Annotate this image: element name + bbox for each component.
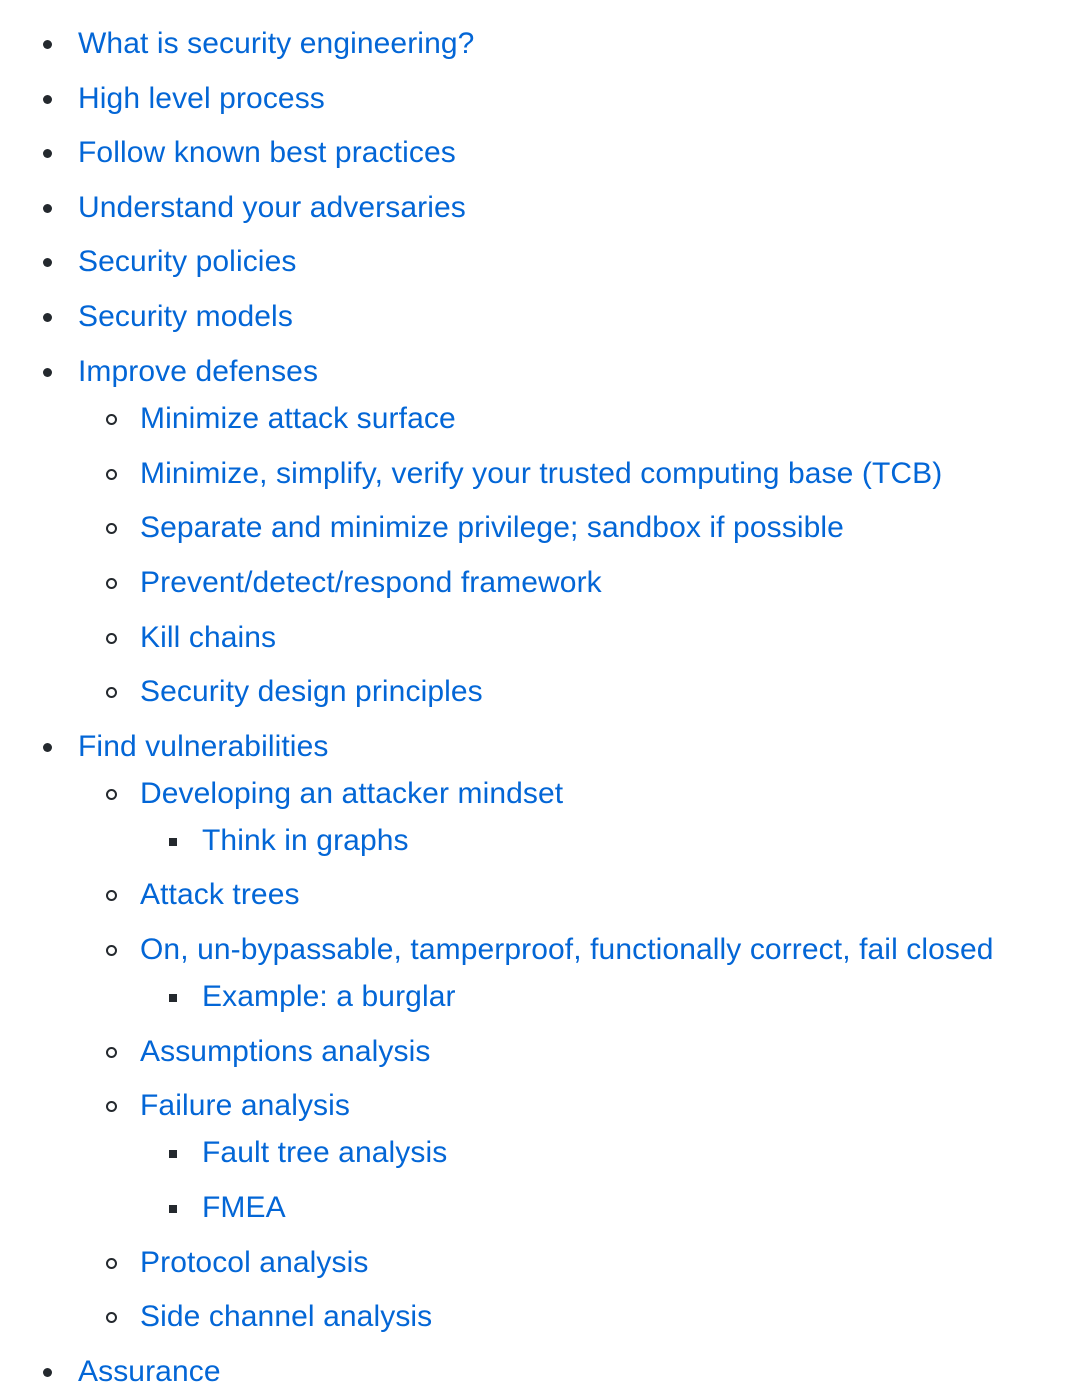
toc-link[interactable]: Assurance [78,1355,221,1388]
circle-bullet-icon [106,1047,117,1058]
toc-link[interactable]: Attack trees [140,878,300,911]
square-bullet-icon [169,1150,177,1158]
circle-bullet-icon [106,890,117,901]
circle-bullet-icon [106,789,117,800]
disc-bullet-icon [43,204,52,213]
square-bullet-icon [169,838,177,846]
toc-link[interactable]: Follow known best practices [78,136,456,169]
toc-link[interactable]: Failure analysis [140,1089,351,1122]
square-bullet-icon [169,1205,177,1213]
disc-bullet-icon [43,149,52,158]
circle-bullet-icon [106,1101,117,1112]
toc-link[interactable]: Understand your adversaries [78,191,466,224]
toc-link[interactable]: Kill chains [140,621,277,654]
disc-bullet-icon [43,258,52,267]
toc-link[interactable]: Find vulnerabilities [78,730,329,763]
disc-bullet-icon [43,743,52,752]
toc-link[interactable]: Developing an attacker mindset [140,777,564,810]
toc-link[interactable]: Think in graphs [202,824,409,857]
toc-link[interactable]: FMEA [202,1191,286,1224]
circle-bullet-icon [106,687,117,698]
toc-link[interactable]: Security models [78,300,293,333]
disc-bullet-icon [43,95,52,104]
disc-bullet-icon [43,313,52,322]
toc-link[interactable]: Improve defenses [78,355,319,388]
toc-link[interactable]: Prevent/detect/respond framework [140,566,602,599]
toc-link[interactable]: Side channel analysis [140,1300,433,1333]
circle-bullet-icon [106,414,117,425]
circle-bullet-icon [106,945,117,956]
toc-link[interactable]: Security design principles [140,675,483,708]
toc-link[interactable]: Example: a burglar [202,980,456,1013]
circle-bullet-icon [106,469,117,480]
circle-bullet-icon [106,1312,117,1323]
toc-link[interactable]: Assumptions analysis [140,1035,431,1068]
toc-link[interactable]: Separate and minimize privilege; sandbox if possible [140,511,844,544]
toc-link[interactable]: On, un-bypassable, tamperproof, functionally correct, fail closed [140,933,994,966]
square-bullet-icon [169,994,177,1002]
disc-bullet-icon [43,1368,52,1377]
toc-link[interactable]: Minimize attack surface [140,402,456,435]
toc-link[interactable]: Fault tree analysis [202,1136,448,1169]
circle-bullet-icon [106,523,117,534]
disc-bullet-icon [43,40,52,49]
toc-link[interactable]: Minimize, simplify, verify your trusted computing base (TCB) [140,457,943,490]
toc-link[interactable]: Security policies [78,245,297,278]
circle-bullet-icon [106,578,117,589]
toc-link[interactable]: Protocol analysis [140,1246,369,1279]
toc-link[interactable]: What is security engineering? [78,27,475,60]
circle-bullet-icon [106,1258,117,1269]
toc-link[interactable]: High level process [78,82,325,115]
disc-bullet-icon [43,368,52,377]
circle-bullet-icon [106,633,117,644]
